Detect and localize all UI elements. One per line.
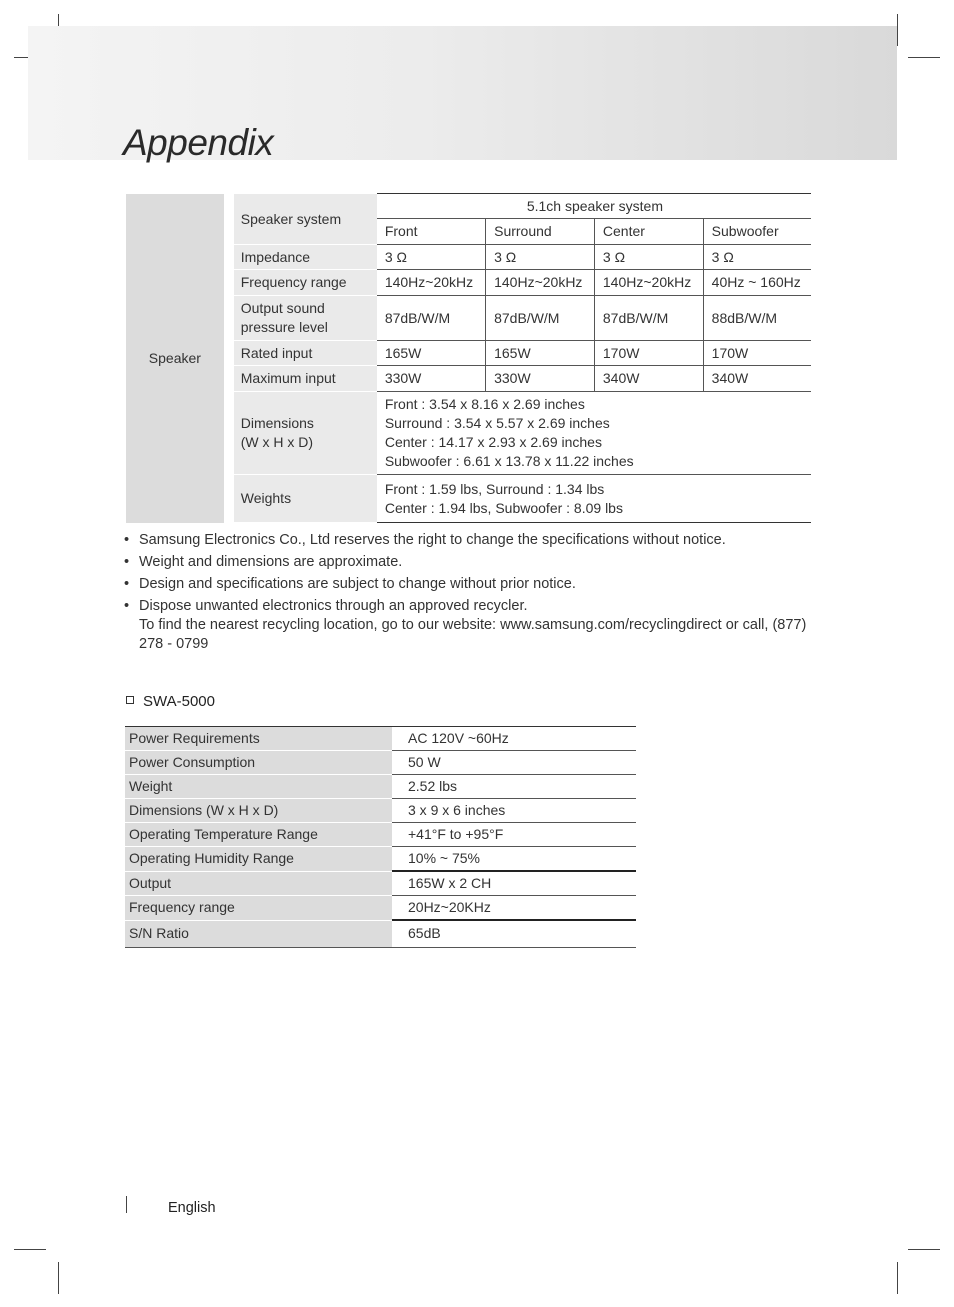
spec-value: 2.52 lbs	[392, 775, 636, 799]
crop-mark	[897, 14, 898, 46]
note-item	[124, 553, 824, 572]
page-title: Appendix	[123, 122, 274, 163]
note-text-continuation: To find the nearest recycling location, go to our website: www.samsung.com/recyclingdirect or call, (877) 278 - 0799	[139, 617, 807, 652]
cell-value: 3 Ω	[594, 245, 703, 270]
cell-value: 140Hz~20kHz	[486, 270, 595, 296]
spec-value: AC 120V ~60Hz	[392, 727, 636, 751]
cell-value: 330W	[377, 366, 486, 392]
cell-value: 165W	[486, 341, 595, 366]
crop-mark	[908, 57, 940, 58]
cell-value: 87dB/W/M	[486, 296, 595, 341]
spec-label: Output	[125, 871, 392, 896]
column-header: Center	[594, 219, 703, 245]
row-label: Impedance	[229, 245, 377, 270]
note-text: Dispose unwanted electronics through an approved recycler.	[139, 598, 528, 614]
section-heading	[126, 693, 215, 710]
footer-language: English	[168, 1200, 216, 1216]
spec-label: Operating Humidity Range	[125, 847, 392, 872]
cell-value: 87dB/W/M	[377, 296, 486, 341]
cell-value: 87dB/W/M	[594, 296, 703, 341]
table-row	[125, 871, 636, 896]
dimension-line: Subwoofer : 6.61 x 13.78 x 11.22 inches	[384, 453, 634, 469]
dimension-line: Surround : 3.54 x 5.57 x 2.69 inches	[384, 415, 610, 431]
dimensions-label-line: Dimensions	[240, 415, 314, 431]
spec-value: 20Hz~20KHz	[392, 896, 636, 921]
spec-label: Dimensions (W x H x D)	[125, 799, 392, 823]
spec-label: Power Requirements	[125, 727, 392, 751]
dimension-line: Front : 3.54 x 8.16 x 2.69 inches	[384, 396, 585, 412]
column-header: Surround	[486, 219, 595, 245]
weights-label: Weights	[229, 475, 377, 523]
speaker-group-label: Speaker	[126, 194, 229, 523]
cell-value: 170W	[594, 341, 703, 366]
swa-spec-table	[125, 726, 636, 948]
column-header: Subwoofer	[703, 219, 811, 245]
cell-value: 40Hz ~ 160Hz	[703, 270, 811, 296]
table-row	[125, 920, 636, 947]
bullet: •	[124, 554, 130, 570]
speaker-system-label: Speaker system	[229, 194, 377, 245]
spec-label: S/N Ratio	[125, 920, 392, 947]
crop-mark	[58, 1262, 59, 1294]
note-item	[124, 597, 824, 654]
crop-mark	[908, 1249, 940, 1250]
table-row	[125, 727, 636, 751]
row-label: Rated input	[229, 341, 377, 366]
crop-mark	[897, 1262, 898, 1294]
cell-value: 140Hz~20kHz	[377, 270, 486, 296]
table-row	[125, 751, 636, 775]
cell-value: 140Hz~20kHz	[594, 270, 703, 296]
note-item	[124, 531, 824, 550]
spec-label: Weight	[125, 775, 392, 799]
dimensions-value	[377, 392, 811, 475]
bullet: •	[124, 576, 130, 592]
note-item	[124, 575, 824, 594]
table-row	[125, 896, 636, 921]
row-label: Frequency range	[229, 270, 377, 296]
dimension-line: Center : 14.17 x 2.93 x 2.69 inches	[384, 434, 602, 450]
speaker-spec-table	[126, 193, 811, 523]
dimensions-label-line: (W x H x D)	[240, 434, 314, 450]
checkbox-icon	[126, 696, 134, 704]
column-header: Front	[377, 219, 486, 245]
cell-value: 3 Ω	[486, 245, 595, 270]
cell-value: 88dB/W/M	[703, 296, 811, 341]
weight-line: Center : 1.94 lbs, Subwoofer : 8.09 lbs	[384, 499, 623, 516]
table-row	[125, 823, 636, 847]
dimensions-label	[229, 392, 377, 475]
notes-list	[124, 531, 824, 657]
spec-value: 50 W	[392, 751, 636, 775]
spec-value: 65dB	[392, 920, 636, 947]
system-heading: 5.1ch speaker system	[377, 194, 811, 219]
cell-value: 340W	[594, 366, 703, 392]
cell-value: 330W	[486, 366, 595, 392]
cell-value: 3 Ω	[703, 245, 811, 270]
spec-value: 10% ~ 75%	[392, 847, 636, 872]
spec-label: Power Consumption	[125, 751, 392, 775]
bullet: •	[124, 598, 130, 614]
bullet: •	[124, 532, 130, 548]
table-row	[125, 847, 636, 872]
row-label: Maximum input	[229, 366, 377, 392]
spec-value: 165W x 2 CH	[392, 871, 636, 896]
weight-line: Front : 1.59 lbs, Surround : 1.34 lbs	[384, 480, 605, 497]
table-row	[125, 799, 636, 823]
crop-mark	[14, 1249, 46, 1250]
note-text: Weight and dimensions are approximate.	[139, 554, 403, 570]
note-text: Samsung Electronics Co., Ltd reserves the right to change the specifications without notice.	[139, 532, 726, 548]
spec-value: 3 x 9 x 6 inches	[392, 799, 636, 823]
cell-value: 165W	[377, 341, 486, 366]
spec-label: Operating Temperature Range	[125, 823, 392, 847]
table-row	[125, 775, 636, 799]
cell-value: 3 Ω	[377, 245, 486, 270]
cell-value: 340W	[703, 366, 811, 392]
footer-divider	[126, 1196, 127, 1213]
note-text: Design and specifications are subject to change without prior notice.	[139, 576, 576, 592]
cell-value: 170W	[703, 341, 811, 366]
spec-value: +41°F to +95°F	[392, 823, 636, 847]
row-label: Output sound pressure level	[229, 296, 377, 341]
section-title: SWA-5000	[143, 693, 215, 710]
spec-label: Frequency range	[125, 896, 392, 921]
weights-value	[377, 475, 811, 523]
